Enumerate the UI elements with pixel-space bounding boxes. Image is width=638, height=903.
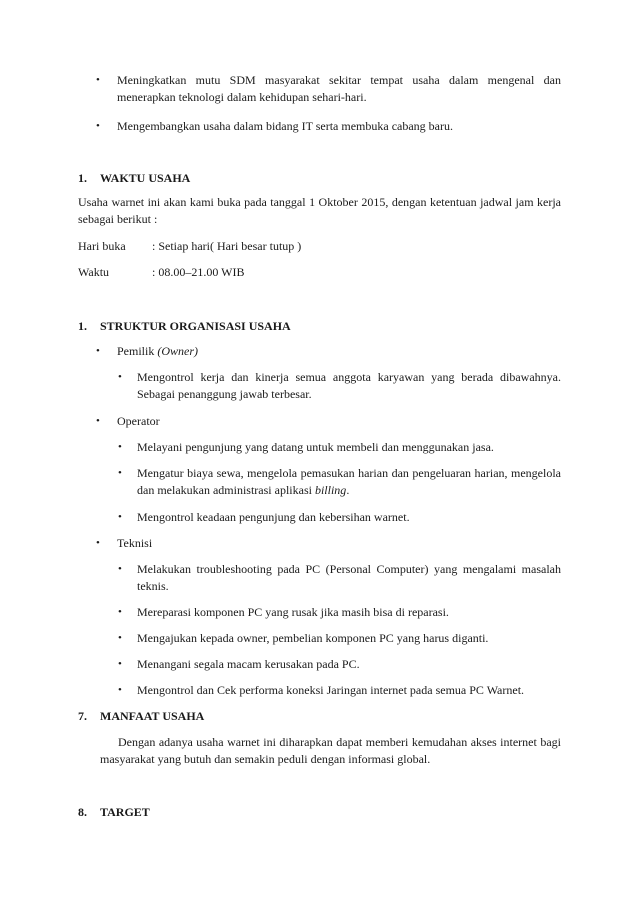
duty-italic: billing xyxy=(314,483,347,497)
section-title-struktur: STRUKTUR ORGANISASI USAHA xyxy=(100,319,291,333)
bullet-symbol: • xyxy=(118,511,122,523)
duty-item: Mengontrol dan Cek performa koneksi Jaringan internet pada semua PC Warnet. xyxy=(137,683,525,697)
role-name: Pemilik xyxy=(117,344,155,358)
section-number: 8. xyxy=(78,805,87,819)
bullet-symbol: • xyxy=(96,74,100,86)
bullet-symbol: • xyxy=(96,415,100,427)
duty-end: . xyxy=(346,483,350,497)
duty-item xyxy=(137,465,561,499)
bullet-symbol: • xyxy=(118,371,122,383)
intro-bullet-1: Meningkatkan mutu SDM masyarakat sekitar tempat usaha dalam mengenal dan menerapkan teknologi dalam kehidupan sehari-hari. xyxy=(117,73,561,104)
bullet-symbol: • xyxy=(118,441,122,453)
role-operator: Operator xyxy=(117,414,160,428)
duty-item: Melayani pengunjung yang datang untuk membeli dan menggunakan jasa. xyxy=(137,440,494,454)
section-title-target: TARGET xyxy=(100,805,150,819)
bullet-symbol: • xyxy=(118,606,122,618)
duty-item: Mengontrol keadaan pengunjung dan kebersihan warnet. xyxy=(137,510,410,524)
role-name-italic: (Owner) xyxy=(157,344,199,358)
intro-bullet-2: Mengembangkan usaha dalam bidang IT serta membuka cabang baru. xyxy=(117,119,453,133)
bullet-symbol: • xyxy=(96,537,100,549)
bullet-symbol: • xyxy=(118,563,122,575)
manfaat-paragraph: Dengan adanya usaha warnet ini diharapkan dapat memberi kemudahan akses internet bagi masyarakat yang butuh dan semakin peduli dengan informasi global. xyxy=(100,735,561,766)
bullet-symbol: • xyxy=(96,120,100,132)
bullet-symbol: • xyxy=(118,632,122,644)
bullet-symbol: • xyxy=(96,345,100,357)
schedule-label: Hari buka xyxy=(78,239,126,253)
duty-item: Melakukan troubleshooting pada PC (Personal Computer) yang mengalami masalah teknis. xyxy=(137,562,561,593)
schedule-value: : Setiap hari( Hari besar tutup ) xyxy=(152,239,302,253)
duty-item: Mereparasi komponen PC yang rusak jika masih bisa di reparasi. xyxy=(137,605,449,619)
bullet-symbol: • xyxy=(118,467,122,479)
duty-item: Mengajukan kepada owner, pembelian komponen PC yang harus diganti. xyxy=(137,631,489,645)
schedule-value: : 08.00–21.00 WIB xyxy=(152,265,245,279)
section-number: 7. xyxy=(78,709,87,723)
role-teknisi: Teknisi xyxy=(117,536,153,550)
section-title-waktu: WAKTU USAHA xyxy=(100,171,191,185)
duty-item: Mengontrol kerja dan kinerja semua anggota karyawan yang berada dibawahnya. Sebagai penanggung jawab terbesar. xyxy=(137,370,561,401)
section-title-manfaat: MANFAAT USAHA xyxy=(100,709,205,723)
bullet-symbol: • xyxy=(118,658,122,670)
schedule-label: Waktu xyxy=(78,265,110,279)
bullet-symbol: • xyxy=(118,684,122,696)
role-owner xyxy=(117,343,198,360)
waktu-paragraph: Usaha warnet ini akan kami buka pada tanggal 1 Oktober 2015, dengan ketentuan jadwal jam kerja sebagai berikut : xyxy=(78,195,561,226)
duty-text: Mengatur biaya sewa, mengelola pemasukan harian dan pengeluaran harian, mengelola dan melakukan administrasi aplikasi xyxy=(137,466,561,497)
section-number: 1. xyxy=(78,171,87,185)
section-number: 1. xyxy=(78,319,87,333)
duty-item: Menangani segala macam kerusakan pada PC. xyxy=(137,657,360,671)
